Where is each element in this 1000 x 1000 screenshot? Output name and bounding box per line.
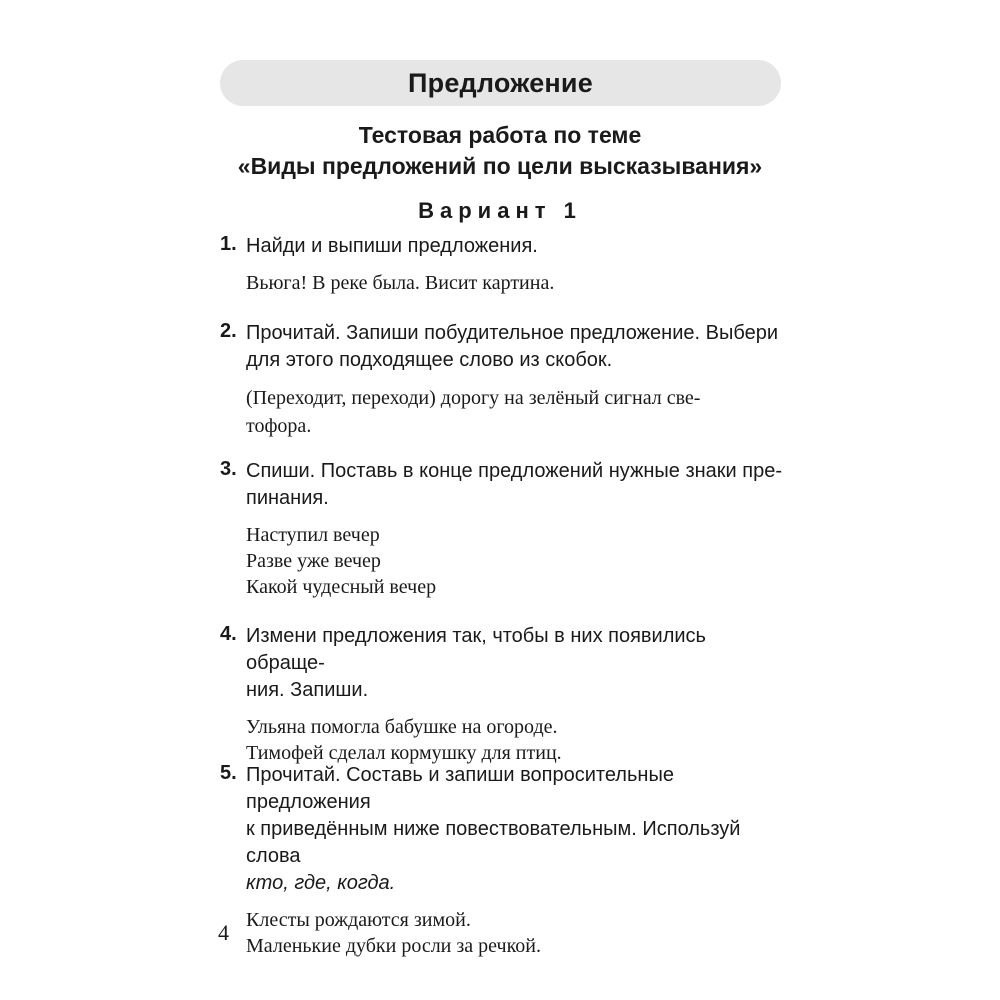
task-instruction [246, 320, 785, 374]
italic-words: кто, где, когда. [246, 872, 396, 894]
task-number: 2. [220, 320, 237, 342]
section-banner [220, 60, 781, 106]
task-example [246, 522, 785, 600]
instruction-line: для этого подходящее слово из скобок. [246, 349, 613, 371]
task-1 [220, 233, 785, 296]
task-instruction [246, 233, 785, 260]
example-line: Какой чудесный вечер [246, 576, 437, 598]
task-number: 4. [220, 623, 237, 645]
instruction-line: Прочитай. Запиши побудительное предложение. Выбери [246, 322, 778, 344]
instruction-line: Спиши. Поставь в конце предложений нужные знаки пре- [246, 460, 783, 482]
task-instruction [246, 623, 785, 704]
example-line: тофора. [246, 415, 312, 437]
example-line: Вьюга! В реке была. Висит картина. [246, 272, 555, 294]
task-example [246, 270, 785, 296]
instruction-line: к приведённым ниже повествовательным. Используй слова [246, 818, 741, 867]
task-instruction [246, 458, 785, 512]
example-line: Наступил вечер [246, 524, 380, 546]
example-line: Тимофей сделал кормушку для птиц. [246, 742, 562, 764]
task-2 [220, 320, 785, 440]
instruction-line: ния. Запиши. [246, 679, 369, 701]
task-number: 5. [220, 762, 237, 784]
example-line: Маленькие дубки росли за речкой. [246, 935, 541, 957]
task-example [246, 907, 785, 959]
example-line: Клесты рождаются зимой. [246, 909, 471, 931]
example-line: Разве уже вечер [246, 550, 381, 572]
task-4 [220, 623, 785, 766]
test-title-line-2: «Виды предложений по цели высказывания» [237, 153, 763, 179]
task-example [246, 384, 785, 440]
task-5 [220, 762, 785, 959]
instruction-line: Прочитай. Составь и запиши вопросительные предложения [246, 764, 674, 813]
section-title: Предложение [408, 67, 593, 98]
task-example [246, 714, 785, 766]
task-number: 1. [220, 233, 237, 255]
instruction-line: пинания. [246, 487, 329, 509]
example-line: Ульяна помогла бабушке на огороде. [246, 716, 558, 738]
page-number: 4 [218, 920, 229, 945]
variant-heading: Вариант 1 [418, 198, 582, 223]
test-title-line-1: Тестовая работа по теме [358, 122, 642, 148]
task-3 [220, 458, 785, 600]
instruction-line: Измени предложения так, чтобы в них появились обраще- [246, 625, 706, 674]
instruction-line: Найди и выпиши предложения. [246, 235, 538, 257]
task-number: 3. [220, 458, 237, 480]
example-line: (Переходит, переходи) дорогу на зелёный сигнал све- [246, 387, 701, 409]
task-instruction [246, 762, 785, 897]
